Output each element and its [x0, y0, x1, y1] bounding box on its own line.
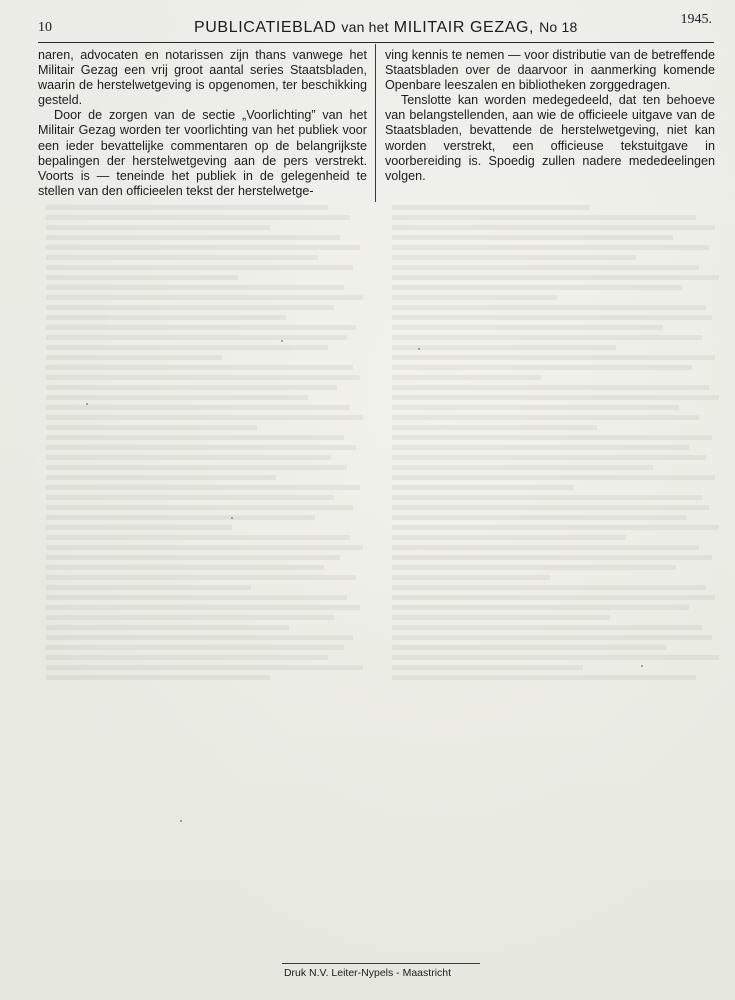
- page-number: 10: [38, 20, 52, 35]
- bleed-through-left: [46, 200, 366, 940]
- issue-number: No 18: [539, 19, 578, 35]
- publication-authority: MILITAIR GEZAG,: [393, 19, 535, 36]
- right-paragraph-2: Tenslotte kan worden medegedeeld, dat ten behoeve van belangstellenden, aan wie de officieele uitgave van de Staatsbladen, bevattende de herstelwetgeving, niet kan worden verstrekt, een officieuse tekstuitgave in voorbereiding is. Spoedig zullen nadere mededeelingen volgen.: [385, 93, 715, 183]
- header-rule: [38, 42, 714, 43]
- left-column: [38, 48, 367, 199]
- column-divider: [375, 44, 376, 202]
- running-header: [38, 12, 712, 38]
- publication-year: 1945.: [680, 12, 712, 27]
- left-paragraph-1: naren, advocaten en notarissen zijn thans vanwege het Militair Gezag een vrij groot aantal series Staatsbladen, waarin de herstelwetgeving is opgenomen, ter beschikking gesteld.: [38, 48, 367, 108]
- printer-imprint: Druk N.V. Leiter-Nypels - Maastricht: [283, 967, 452, 979]
- right-column: [385, 48, 715, 184]
- bleed-through-right: [392, 200, 722, 940]
- running-title: [194, 19, 577, 37]
- publication-title: PUBLICATIEBLAD: [194, 19, 337, 36]
- title-connector: van het: [341, 19, 389, 35]
- right-paragraph-1: ving kennis te nemen — voor distributie van de betreffende Staatsbladen over de daarvoor in aanmerking komende Openbare leeszalen en bibliotheken zorggedragen.: [385, 48, 715, 93]
- left-paragraph-2: Door de zorgen van de sectie „Voorlichting” van het Militair Gezag worden ter voorlichting van het publiek voor een ieder bevattelijke commentaren op de belangrijkste bepalingen der herstelwetgeving aan de pers verstrekt. Voorts is — teneinde het publiek in de gelegenheid te stellen van den officieelen tekst der herstelwetge-: [38, 108, 367, 198]
- footer-rule: [282, 963, 480, 964]
